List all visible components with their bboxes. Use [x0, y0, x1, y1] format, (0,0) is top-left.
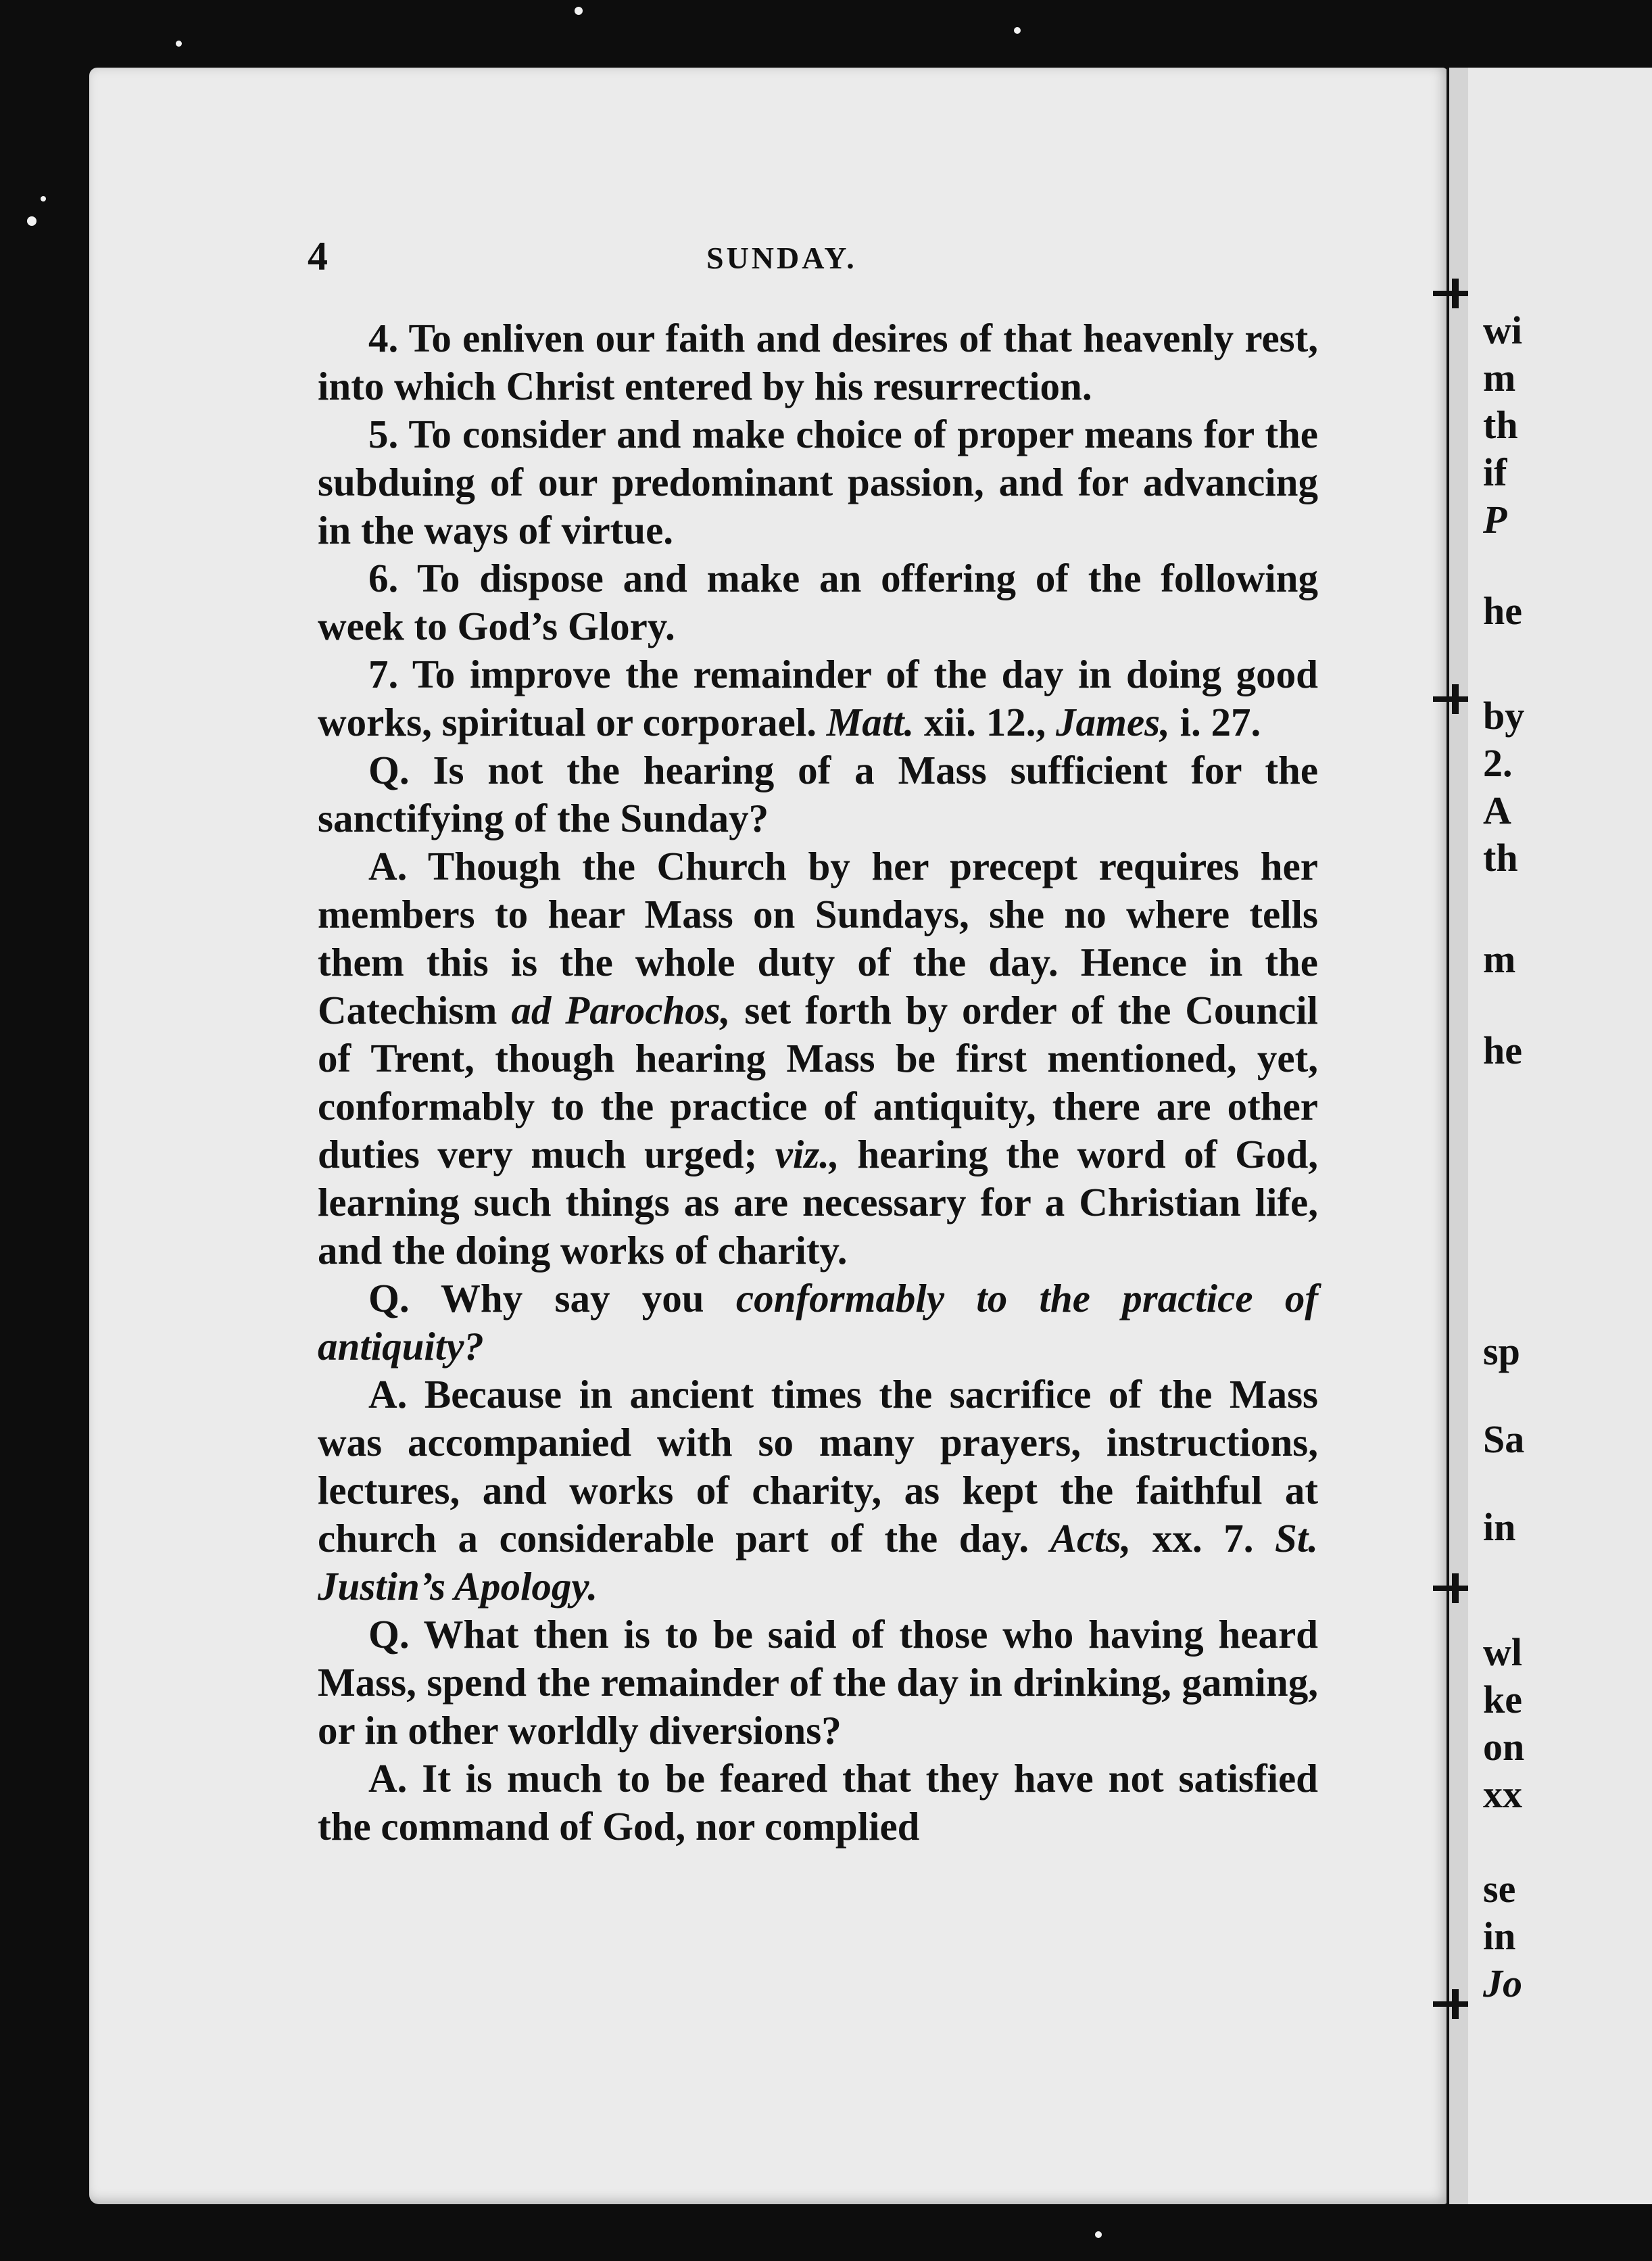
paragraph-item-4: 4. To enliven our faith and desires of that heavenly rest, into which Christ entered by his resurrection. — [318, 316, 1318, 408]
citation-james-ref: i. 27. — [1180, 700, 1261, 744]
book-gutter — [1447, 68, 1469, 2204]
facing-page-text: wl — [1483, 1630, 1522, 1674]
scan-speck — [27, 216, 37, 226]
facing-page-text: he — [1483, 589, 1522, 633]
question-1: Q. Is not the hearing of a Mass sufficient for the sanctifying of the Sunday? — [318, 748, 1318, 840]
question-2 — [318, 1275, 1318, 1371]
paragraph-item-6: 6. To dispose and make an offering of the following week to God’s Glory. — [318, 556, 1318, 648]
facing-page-text: in — [1483, 1505, 1516, 1549]
facing-page-text: on — [1483, 1725, 1525, 1769]
facing-page-text: Jo — [1483, 1961, 1522, 2005]
citation-matthew: Matt. — [826, 700, 915, 744]
facing-page-text: Sa — [1483, 1417, 1525, 1461]
facing-page-text: P — [1483, 498, 1507, 542]
citation-acts-ref: xx. 7. — [1152, 1516, 1254, 1561]
facing-page-text: sp — [1483, 1329, 1520, 1373]
answer-2 — [318, 1371, 1318, 1611]
facing-page-text: 2. — [1483, 741, 1513, 785]
facing-page-text: A — [1483, 788, 1511, 832]
answer-3: A. It is much to be feared that they have not satisfied the command of God, nor complied — [318, 1756, 1318, 1849]
answer-1-text: A. Though the Church by her precept requires her members to hear Mass on Sundays, she no where tells them this is the whole duty of the day. Hence in the Catechism — [318, 844, 1318, 1032]
facing-page-text: ke — [1483, 1677, 1522, 1721]
answer-1 — [318, 842, 1318, 1275]
item-7-text: 7. To improve the remainder of the day in doing good works, spiritual or corporael. — [318, 652, 1318, 744]
facing-page-text: m — [1483, 937, 1516, 981]
scan-speck — [1095, 2231, 1102, 2238]
facing-page-text: th — [1483, 836, 1518, 880]
question-2-text: Q. Why say you — [368, 1276, 704, 1320]
answer-1-text: hearing the word of God, learning such things as are necessary for a Christian life, and the doing works of charity. — [318, 1132, 1319, 1272]
facing-page-text: xx — [1483, 1772, 1522, 1816]
page-header — [308, 233, 1335, 287]
paragraph-item-7 — [318, 650, 1318, 746]
citation-acts: Acts, — [1050, 1516, 1132, 1561]
facing-page-text: in — [1483, 1914, 1516, 1958]
citation-matthew-ref: xii. 12., — [924, 700, 1046, 744]
facing-page-text: by — [1483, 694, 1525, 738]
facing-page-text: if — [1483, 450, 1507, 494]
viz-abbreviation: viz., — [775, 1132, 840, 1176]
facing-page-fragment — [1468, 68, 1652, 2204]
facing-page-text: th — [1483, 403, 1518, 447]
question-2-italic: conformably to the practice of antiquity? — [318, 1276, 1318, 1368]
scan-speck — [176, 41, 182, 47]
question-3: Q. What then is to be said of those who having heard Mass, spend the remainder of the day in drinking, gaming, or in other worldly diversions? — [318, 1612, 1318, 1753]
facing-page-text: m — [1483, 356, 1516, 400]
scan-speck — [41, 196, 46, 201]
paragraph-item-5: 5. To consider and make choice of proper means for the subduing of our predominant passion, and for advancing in the ways of virtue. — [318, 412, 1318, 552]
citation-james: James, — [1056, 700, 1170, 744]
ad-parochos: ad Parochos, — [511, 988, 731, 1032]
facing-page-text: wi — [1483, 308, 1522, 352]
citation-justin: St. Justin’s Apology. — [318, 1516, 1319, 1609]
running-title: SUNDAY. — [706, 241, 857, 275]
scan-speck — [1014, 27, 1021, 34]
answer-2-text: A. Because in ancient times the sacrifice of the Mass was accompanied with so many prayers, instructions, lectures, and works of charity, as kept the faithful at church a considerable part of the day. — [318, 1372, 1318, 1561]
scan-speck — [575, 7, 583, 15]
page-number: 4 — [308, 234, 328, 279]
facing-page-text: he — [1483, 1028, 1522, 1072]
facing-page-text: se — [1483, 1867, 1516, 1911]
answer-1-text: set forth by order of the Council of Trent, though hearing Mass be first mentioned, yet, conformably to the practice of antiquity, there are other duties very much urged; — [318, 988, 1319, 1176]
body-text — [318, 314, 1318, 1851]
